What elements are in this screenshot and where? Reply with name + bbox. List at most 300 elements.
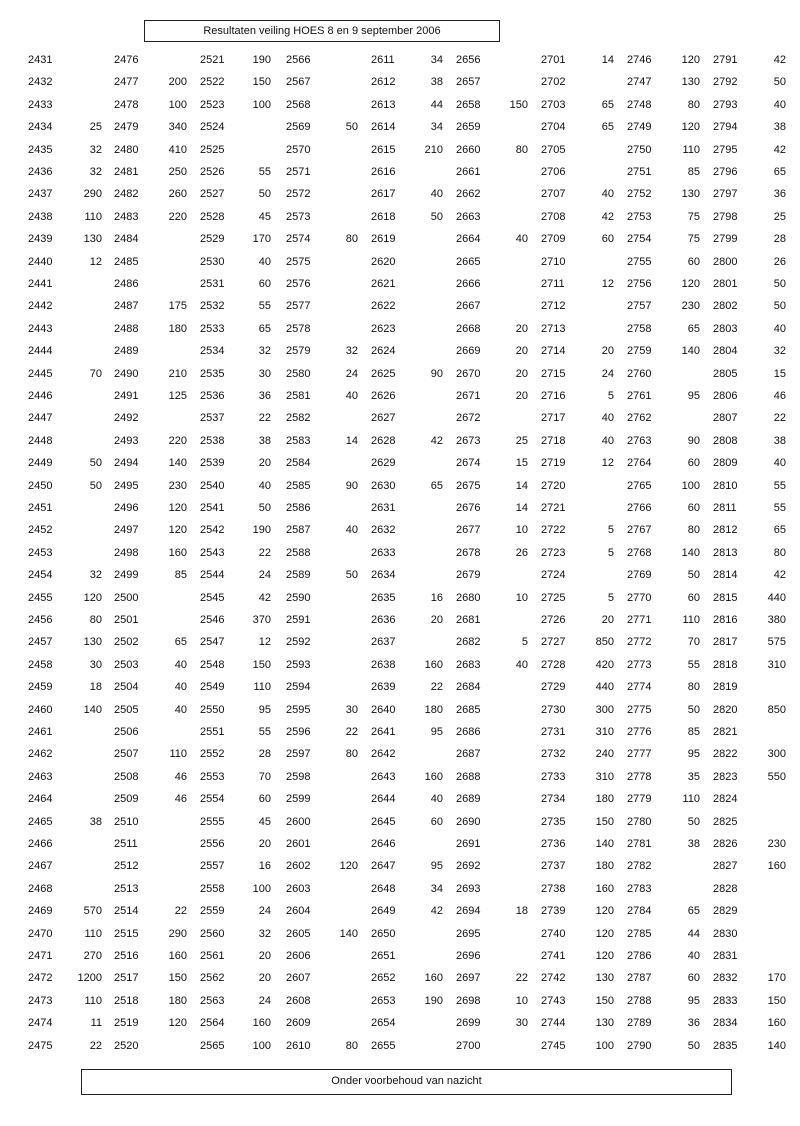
- lot-value: 180: [168, 322, 187, 335]
- lot-number: 2645: [371, 815, 396, 828]
- lot-number: 2509: [114, 793, 139, 806]
- lot-value: 380: [767, 614, 786, 626]
- lot-value: 160: [168, 950, 187, 962]
- lot-number: 2710: [541, 255, 566, 268]
- lot-number: 2580: [286, 367, 311, 380]
- lot-number: 2793: [713, 98, 738, 111]
- lot-number: 2448: [28, 434, 53, 447]
- lot-number: 2465: [28, 815, 53, 828]
- lot-number: 2819: [713, 681, 738, 694]
- lot-number: 2777: [627, 748, 652, 761]
- lot-number: 2791: [713, 54, 738, 66]
- lot-number: 2502: [114, 636, 139, 649]
- lot-number: 2524: [200, 121, 225, 134]
- lot-value: 110: [84, 210, 102, 223]
- lot-number: 2556: [200, 838, 225, 850]
- lot-number: 2664: [456, 233, 481, 246]
- lot-number: 2741: [541, 950, 566, 962]
- lot-number: 2532: [200, 300, 225, 313]
- lot-number: 2539: [200, 457, 225, 470]
- lot-value: 120: [681, 54, 700, 66]
- lot-value: 40: [687, 950, 700, 962]
- lot-value: 850: [595, 636, 614, 649]
- lot-number: 2757: [627, 300, 652, 313]
- lot-number: 2826: [713, 838, 738, 850]
- lot-value: 80: [345, 1039, 358, 1052]
- lot-number: 2571: [286, 166, 311, 178]
- lot-value: 65: [258, 322, 271, 335]
- lot-number: 2552: [200, 748, 225, 761]
- lot-value: 40: [174, 658, 187, 671]
- lot-number: 2598: [286, 770, 311, 783]
- lot-value: 65: [174, 636, 187, 649]
- lot-number: 2512: [114, 860, 139, 873]
- lot-number: 2616: [371, 166, 396, 178]
- lot-value: 12: [601, 278, 614, 290]
- lot-number: 2735: [541, 815, 566, 828]
- lot-value: 42: [773, 143, 786, 156]
- lot-number: 2594: [286, 681, 311, 694]
- lot-number: 2779: [627, 793, 652, 806]
- lot-number: 2495: [114, 479, 139, 492]
- lot-value: 50: [773, 76, 786, 89]
- lot-value: 20: [258, 950, 271, 962]
- lot-number: 2770: [627, 591, 652, 604]
- lot-number: 2487: [114, 300, 139, 313]
- lot-number: 2717: [541, 412, 566, 425]
- lot-value: 32: [89, 569, 102, 582]
- lot-number: 2799: [713, 233, 738, 246]
- lot-value: 110: [84, 927, 102, 940]
- lot-number: 2752: [627, 188, 652, 201]
- lot-value: 40: [345, 524, 358, 537]
- lot-number: 2641: [371, 726, 396, 738]
- lot-number: 2549: [200, 681, 225, 694]
- lot-number: 2652: [371, 972, 396, 985]
- lot-value: 50: [258, 502, 271, 514]
- lot-number: 2466: [28, 838, 53, 850]
- lot-number: 2536: [200, 390, 225, 402]
- lot-number: 2533: [200, 322, 225, 335]
- lot-number: 2765: [627, 479, 652, 492]
- lot-value: 50: [773, 300, 786, 313]
- lot-number: 2778: [627, 770, 652, 783]
- lot-number: 2728: [541, 658, 566, 671]
- lot-number: 2743: [541, 994, 566, 1007]
- lot-number: 2642: [371, 748, 396, 761]
- lot-value: 15: [773, 367, 786, 380]
- lot-number: 2478: [114, 98, 139, 111]
- lot-number: 2480: [114, 143, 139, 156]
- lot-number: 2431: [28, 54, 53, 66]
- lot-number: 2500: [114, 591, 139, 604]
- lot-value: 300: [595, 703, 614, 716]
- lot-number: 2816: [713, 614, 738, 626]
- lot-value: 80: [773, 546, 786, 559]
- lot-number: 2443: [28, 322, 53, 335]
- lot-value: 370: [252, 614, 271, 626]
- lot-value: 55: [687, 658, 700, 671]
- lot-number: 2672: [456, 412, 481, 425]
- lot-number: 2693: [456, 882, 481, 895]
- lot-number: 2709: [541, 233, 566, 246]
- lot-value: 30: [258, 367, 271, 380]
- lot-number: 2620: [371, 255, 396, 268]
- lot-number: 2460: [28, 703, 53, 716]
- lot-value: 230: [168, 479, 187, 492]
- lot-number: 2649: [371, 905, 396, 918]
- lot-number: 2517: [114, 972, 139, 985]
- lot-value: 170: [767, 972, 786, 985]
- lot-number: 2732: [541, 748, 566, 761]
- lot-value: 50: [258, 188, 271, 201]
- lot-number: 2753: [627, 210, 652, 223]
- lot-number: 2829: [713, 905, 738, 918]
- lot-number: 2475: [28, 1039, 53, 1052]
- lot-value: 150: [767, 994, 786, 1007]
- lot-number: 2472: [28, 972, 53, 985]
- lot-value: 110: [169, 748, 187, 761]
- lot-value: 34: [430, 882, 443, 895]
- lot-value: 40: [773, 322, 786, 335]
- lot-value: 20: [601, 345, 614, 358]
- lot-value: 22: [773, 412, 786, 425]
- lot-value: 85: [687, 726, 700, 738]
- lot-number: 2745: [541, 1039, 566, 1052]
- lot-number: 2488: [114, 322, 139, 335]
- lot-value: 110: [682, 793, 700, 806]
- lot-number: 2481: [114, 166, 139, 178]
- lot-number: 2516: [114, 950, 139, 962]
- lot-number: 2456: [28, 614, 53, 626]
- lot-number: 2559: [200, 905, 225, 918]
- lot-value: 300: [767, 748, 786, 761]
- lot-value: 60: [687, 457, 700, 470]
- lot-number: 2518: [114, 994, 139, 1007]
- lot-value: 190: [424, 994, 443, 1007]
- lot-number: 2677: [456, 524, 481, 537]
- lot-number: 2474: [28, 1017, 53, 1030]
- lot-number: 2674: [456, 457, 481, 470]
- lot-number: 2576: [286, 278, 311, 290]
- lot-number: 2727: [541, 636, 566, 649]
- lot-number: 2547: [200, 636, 225, 649]
- lot-number: 2537: [200, 412, 225, 425]
- lot-number: 2450: [28, 479, 53, 492]
- lot-value: 36: [687, 1017, 700, 1030]
- lot-number: 2551: [200, 726, 225, 738]
- lot-number: 2591: [286, 614, 311, 626]
- lot-value: 20: [258, 838, 271, 850]
- lot-number: 2523: [200, 98, 225, 111]
- lot-number: 2534: [200, 345, 225, 358]
- lot-number: 2714: [541, 345, 566, 358]
- lot-number: 2825: [713, 815, 738, 828]
- lot-value: 310: [595, 726, 614, 738]
- lot-value: 130: [681, 188, 700, 201]
- lot-value: 65: [773, 166, 786, 178]
- lot-number: 2698: [456, 994, 481, 1007]
- lot-number: 2554: [200, 793, 225, 806]
- lot-number: 2491: [114, 390, 139, 402]
- lot-value: 80: [345, 233, 358, 246]
- lot-number: 2486: [114, 278, 139, 290]
- lot-value: 5: [607, 524, 614, 537]
- lot-value: 5: [607, 546, 614, 559]
- lot-number: 2722: [541, 524, 566, 537]
- lot-number: 2667: [456, 300, 481, 313]
- lot-value: 11: [90, 1017, 102, 1030]
- lot-number: 2564: [200, 1017, 225, 1030]
- lot-number: 2669: [456, 345, 481, 358]
- lot-value: 150: [595, 815, 614, 828]
- lot-number: 2578: [286, 322, 311, 335]
- lot-value: 24: [258, 569, 271, 582]
- lot-number: 2567: [286, 76, 311, 89]
- lot-number: 2452: [28, 524, 53, 537]
- lot-value: 570: [83, 905, 102, 918]
- lot-value: 28: [258, 748, 271, 761]
- lot-value: 90: [345, 479, 358, 492]
- lot-value: 55: [773, 479, 786, 492]
- lot-value: 95: [258, 703, 271, 716]
- lot-value: 38: [773, 434, 786, 447]
- lot-number: 2689: [456, 793, 481, 806]
- lot-number: 2828: [713, 882, 738, 895]
- lot-number: 2671: [456, 390, 481, 402]
- lot-value: 180: [595, 860, 614, 873]
- lot-number: 2704: [541, 121, 566, 134]
- lot-value: 420: [595, 658, 614, 671]
- lot-value: 44: [687, 927, 700, 940]
- lot-number: 2520: [114, 1039, 139, 1052]
- lot-value: 210: [424, 143, 443, 156]
- lot-number: 2827: [713, 860, 738, 873]
- lot-number: 2515: [114, 927, 139, 940]
- lot-number: 2678: [456, 546, 481, 559]
- lot-number: 2758: [627, 322, 652, 335]
- lot-value: 55: [773, 502, 786, 514]
- lot-number: 2527: [200, 188, 225, 201]
- lot-number: 2604: [286, 905, 311, 918]
- lot-value: 25: [773, 210, 786, 223]
- lot-value: 65: [430, 479, 443, 492]
- lot-number: 2505: [114, 703, 139, 716]
- lot-value: 90: [687, 434, 700, 447]
- lot-number: 2585: [286, 479, 311, 492]
- lot-number: 2477: [114, 76, 139, 89]
- lot-number: 2690: [456, 815, 481, 828]
- lot-value: 28: [773, 233, 786, 246]
- lot-value: 38: [430, 76, 443, 89]
- lot-number: 2811: [713, 502, 737, 514]
- lot-value: 100: [252, 98, 271, 111]
- lot-number: 2479: [114, 121, 139, 134]
- lot-value: 140: [767, 1039, 786, 1052]
- lot-number: 2535: [200, 367, 225, 380]
- lot-number: 2696: [456, 950, 481, 962]
- lot-number: 2817: [713, 636, 738, 649]
- lot-number: 2618: [371, 210, 396, 223]
- lot-value: 550: [767, 770, 786, 783]
- lot-value: 40: [174, 703, 187, 716]
- lot-number: 2568: [286, 98, 311, 111]
- lot-value: 110: [682, 143, 700, 156]
- lot-number: 2529: [200, 233, 225, 246]
- lot-number: 2657: [456, 76, 481, 89]
- lot-number: 2662: [456, 188, 481, 201]
- lot-value: 46: [174, 793, 187, 806]
- lot-number: 2719: [541, 457, 566, 470]
- lot-value: 42: [601, 210, 614, 223]
- lot-number: 2572: [286, 188, 311, 201]
- lot-value: 36: [258, 390, 271, 402]
- lot-number: 2756: [627, 278, 652, 290]
- lot-number: 2804: [713, 345, 738, 358]
- lot-number: 2582: [286, 412, 311, 425]
- lot-number: 2734: [541, 793, 566, 806]
- lot-number: 2587: [286, 524, 311, 537]
- lot-value: 170: [252, 233, 271, 246]
- lot-value: 60: [430, 815, 443, 828]
- lot-number: 2566: [286, 54, 311, 66]
- lot-number: 2699: [456, 1017, 481, 1030]
- lot-number: 2781: [627, 838, 652, 850]
- lot-number: 2545: [200, 591, 225, 604]
- lot-value: 42: [430, 905, 443, 918]
- lot-number: 2648: [371, 882, 396, 895]
- lot-number: 2790: [627, 1039, 652, 1052]
- lot-value: 40: [430, 793, 443, 806]
- lot-value: 120: [168, 1017, 187, 1030]
- lot-value: 25: [89, 121, 102, 134]
- lot-value: 90: [430, 367, 443, 380]
- lot-number: 2563: [200, 994, 225, 1007]
- lot-number: 2575: [286, 255, 311, 268]
- lot-value: 120: [595, 905, 614, 918]
- lot-value: 60: [258, 793, 271, 806]
- lot-number: 2459: [28, 681, 53, 694]
- lot-number: 2733: [541, 770, 566, 783]
- lot-number: 2769: [627, 569, 652, 582]
- lot-value: 150: [252, 76, 271, 89]
- lot-number: 2583: [286, 434, 311, 447]
- lot-value: 575: [767, 636, 786, 649]
- lot-number: 2622: [371, 300, 396, 313]
- lot-value: 42: [430, 434, 443, 447]
- lot-number: 2484: [114, 233, 139, 246]
- lot-number: 2739: [541, 905, 566, 918]
- lot-value: 38: [687, 838, 700, 850]
- lot-number: 2768: [627, 546, 652, 559]
- lot-number: 2581: [286, 390, 311, 402]
- lot-number: 2831: [713, 950, 738, 962]
- lot-number: 2453: [28, 546, 53, 559]
- lot-number: 2813: [713, 546, 738, 559]
- lot-number: 2615: [371, 143, 396, 156]
- lot-value: 25: [515, 434, 528, 447]
- lot-value: 60: [258, 278, 271, 290]
- lot-number: 2546: [200, 614, 225, 626]
- lot-value: 24: [258, 905, 271, 918]
- lot-number: 2550: [200, 703, 225, 716]
- lot-number: 2668: [456, 322, 481, 335]
- lot-number: 2788: [627, 994, 652, 1007]
- lot-value: 120: [168, 524, 187, 537]
- lot-number: 2651: [371, 950, 396, 962]
- lot-number: 2540: [200, 479, 225, 492]
- lot-value: 12: [258, 636, 271, 649]
- lot-value: 95: [687, 390, 700, 402]
- lot-number: 2721: [541, 502, 566, 514]
- lot-value: 35: [687, 770, 700, 783]
- lot-number: 2815: [713, 591, 738, 604]
- lot-number: 2798: [713, 210, 738, 223]
- lot-value: 440: [595, 681, 614, 694]
- lot-number: 2726: [541, 614, 566, 626]
- lot-value: 95: [430, 726, 443, 738]
- lot-number: 2514: [114, 905, 139, 918]
- lot-number: 2660: [456, 143, 481, 156]
- lot-value: 40: [174, 681, 187, 694]
- lot-number: 2601: [286, 838, 311, 850]
- lot-number: 2613: [371, 98, 396, 111]
- lot-number: 2599: [286, 793, 311, 806]
- lot-number: 2687: [456, 748, 481, 761]
- lot-value: 45: [258, 815, 271, 828]
- lot-value: 60: [687, 591, 700, 604]
- lot-value: 150: [509, 98, 528, 111]
- lot-value: 60: [687, 255, 700, 268]
- lot-number: 2530: [200, 255, 225, 268]
- lot-number: 2562: [200, 972, 225, 985]
- lot-value: 32: [258, 927, 271, 940]
- lot-value: 40: [601, 188, 614, 201]
- lot-number: 2606: [286, 950, 311, 962]
- lot-value: 160: [595, 882, 614, 895]
- lot-value: 32: [258, 345, 271, 358]
- lot-value: 80: [89, 614, 102, 626]
- lot-number: 2644: [371, 793, 396, 806]
- lot-number: 2485: [114, 255, 139, 268]
- lot-number: 2469: [28, 905, 53, 918]
- lot-number: 2796: [713, 166, 738, 178]
- lot-number: 2592: [286, 636, 311, 649]
- lot-number: 2751: [627, 166, 652, 178]
- lot-value: 20: [515, 390, 528, 402]
- lot-value: 65: [601, 121, 614, 134]
- lot-number: 2619: [371, 233, 396, 246]
- lot-value: 160: [767, 1017, 786, 1030]
- lot-number: 2455: [28, 591, 53, 604]
- lot-value: 100: [681, 479, 700, 492]
- lot-number: 2612: [371, 76, 396, 89]
- lot-value: 50: [89, 479, 102, 492]
- lot-number: 2558: [200, 882, 225, 895]
- lot-value: 20: [601, 614, 614, 626]
- lot-value: 70: [687, 636, 700, 649]
- lot-number: 2611: [371, 54, 395, 66]
- lot-number: 2489: [114, 345, 139, 358]
- lot-number: 2627: [371, 412, 396, 425]
- lot-number: 2754: [627, 233, 652, 246]
- lot-number: 2744: [541, 1017, 566, 1030]
- lot-number: 2577: [286, 300, 311, 313]
- lot-value: 40: [601, 434, 614, 447]
- lot-value: 85: [174, 569, 187, 582]
- lot-number: 2679: [456, 569, 481, 582]
- lot-number: 2624: [371, 345, 396, 358]
